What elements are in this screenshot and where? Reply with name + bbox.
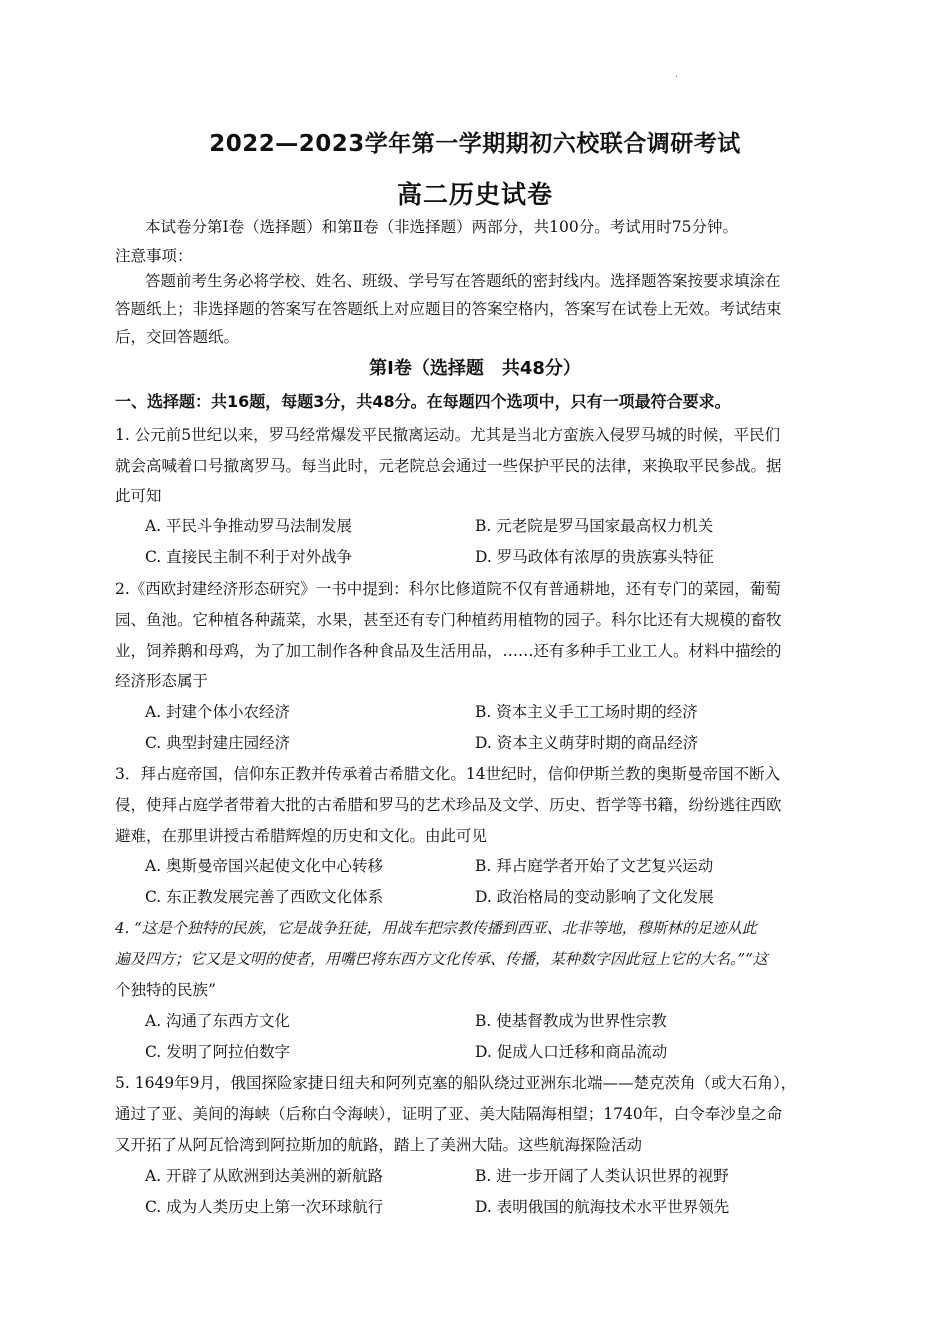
option-d: D. 表明俄国的航海技术水平世界领先 bbox=[475, 1198, 730, 1216]
option-b: B. 进一步开阔了人类认识世界的视野 bbox=[475, 1167, 729, 1185]
question-line: 5. 1649年9月，俄国探险家捷日纽夫和阿列克塞的船队绕过亚洲东北端——楚克茨角（或大石角）， bbox=[115, 1074, 797, 1092]
option-a: A. 奥斯曼帝国兴起使文化中心转移 bbox=[145, 857, 384, 875]
option-c: C. 成为人类历史上第一次环球航行 bbox=[145, 1198, 384, 1216]
option-a: A. 平民斗争推动罗马法制发展 bbox=[145, 517, 353, 535]
option-b: B. 元老院是罗马国家最高权力机关 bbox=[475, 517, 714, 535]
option-a: A. 沟通了东西方文化 bbox=[145, 1012, 291, 1030]
option-b: B. 拜占庭学者开始了文艺复兴运动 bbox=[475, 857, 714, 875]
question-line: 就会高喊着口号撤离罗马。每当此时，元老院总会通过一些保护平民的法律，来换取平民参战。据 bbox=[115, 457, 782, 475]
option-b: B. 使基督教成为世界性宗教 bbox=[475, 1012, 667, 1030]
option-c: C. 发明了阿拉伯数字 bbox=[145, 1043, 291, 1061]
question-line: 侵，使拜占庭学者带着大批的古希腊和罗马的艺术珍品及文学、历史、哲学等书籍，纷纷逃往西欧 bbox=[115, 796, 782, 814]
intro-line-3: 答题纸上；非选择题的答案写在答题纸上对应题目的答案空格内，答案写在试卷上无效。考试结束 bbox=[115, 300, 782, 318]
option-a: A. 封建个体小农经济 bbox=[145, 703, 291, 721]
question-line: 此可知 bbox=[115, 487, 162, 505]
option-d: D. 资本主义萌芽时期的商品经济 bbox=[475, 734, 699, 752]
notice-label: 注意事项： bbox=[115, 247, 193, 265]
question-line: 遍及四方；它又是文明的使者，用嘴巴将东西方文化传承、传播，某种数字因此冠上它的大名。”“这 bbox=[115, 950, 768, 968]
option-a: A. 开辟了从欧洲到达美洲的新航路 bbox=[145, 1167, 384, 1185]
exam-title: 2022—2023学年第一学期期初六校联合调研考试 bbox=[209, 131, 741, 157]
corner-mark: · bbox=[675, 72, 679, 83]
question-line: 业，饲养鹅和母鸡，为了加工制作各种食品及生活用品，……还有多种手工业工人。材料中描绘的 bbox=[115, 642, 782, 660]
question-line: 个独特的民族” bbox=[115, 981, 216, 999]
intro-line-1: 本试卷分第Ⅰ卷（选择题）和第Ⅱ卷（非选择题）两部分，共100分。考试用时75分钟。 bbox=[145, 218, 738, 236]
question-line: 通过了亚、美间的海峡（后称白令海峡），证明了亚、美大陆隔海相望；1740年，白令奉沙皇之命 bbox=[115, 1105, 783, 1123]
question-line: 经济形态属于 bbox=[115, 672, 209, 690]
question-line: 避难，在那里讲授古希腊辉煌的历史和文化。由此可见 bbox=[115, 827, 488, 845]
option-b: B. 资本主义手工工场时期的经济 bbox=[475, 703, 698, 721]
option-d: D. 罗马政体有浓厚的贵族寡头特征 bbox=[475, 548, 714, 566]
exam-subtitle: 高二历史试卷 bbox=[396, 180, 553, 209]
option-c: C. 东正教发展完善了西欧文化体系 bbox=[145, 888, 384, 906]
option-c: C. 典型封建庄园经济 bbox=[145, 734, 291, 752]
option-d: D. 政治格局的变动影响了文化发展 bbox=[475, 888, 714, 906]
question-line: 园、鱼池。它种植各种蔬菜，水果，甚至还有专门种植药用植物的园子。科尔比还有大规模的畜牧 bbox=[115, 611, 782, 629]
section-title: 第Ⅰ卷（选择题 共48分） bbox=[369, 358, 581, 379]
option-d: D. 促成人口迁移和商品流动 bbox=[475, 1043, 668, 1061]
intro-line-2: 答题前考生务必将学校、姓名、班级、学号写在答题纸的密封线内。选择题答案按要求填涂在 bbox=[145, 272, 781, 290]
question-line: 又开拓了从阿瓦恰湾到阿拉斯加的航路，踏上了美洲大陆。这些航海探险活动 bbox=[115, 1136, 643, 1154]
question-line: 2.《西欧封建经济形态研究》一书中提到：科尔比修道院不仅有普通耕地，还有专门的菜园，葡萄 bbox=[115, 580, 781, 598]
question-line: 1. 公元前5世纪以来，罗马经常爆发平民撤离运动。尤其是当北方蛮族入侵罗马城的时候，平民们 bbox=[115, 426, 781, 444]
question-line: 4. “这是个独特的民族，它是战争狂徒，用战车把宗教传播到西亚、北非等地，穆斯林的足迹从此 bbox=[115, 919, 757, 937]
option-c: C. 直接民主制不利于对外战争 bbox=[145, 548, 353, 566]
intro-line-4: 后，交回答题纸。 bbox=[115, 328, 240, 346]
section-instruction: 一、选择题：共16题，每题3分，共48分。在每题四个选项中，只有一项最符合要求。 bbox=[115, 392, 731, 411]
question-line: 3．拜占庭帝国，信仰东正教并传承着古希腊文化。14世纪时，信仰伊斯兰教的奥斯曼帝国不断入 bbox=[115, 765, 781, 783]
